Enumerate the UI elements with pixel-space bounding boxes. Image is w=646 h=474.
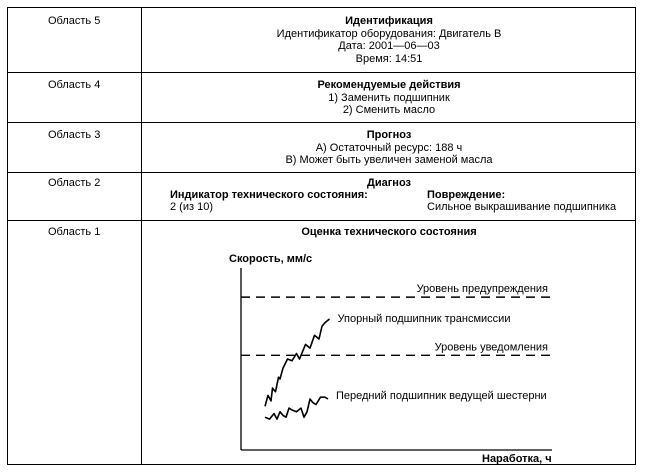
condition-indicator-label: Индикатор технического состояния: (170, 189, 368, 201)
series-label: Упорный подшипник трансмиссии (337, 312, 511, 325)
threshold-label: Уровень предупреждения (416, 283, 548, 296)
x-axis-label: Наработка, ч (482, 453, 552, 465)
y-axis-label: Скорость, мм/с (229, 253, 313, 265)
damage-value: Сильное выкрашивание подшипника (427, 201, 617, 213)
equipment-id: Идентификатор оборудования: Двигатель В (276, 27, 502, 40)
area-4-label: Область 4 (48, 79, 101, 91)
series-label: Передний подшипник ведущей шестерни (336, 390, 547, 403)
recommended-actions-title: Рекомендуемые действия (317, 79, 461, 91)
area-1-label: Область 1 (48, 226, 101, 238)
series-line (265, 319, 330, 406)
condition-indicator-value: 2 (из 10) (170, 201, 213, 213)
date-line: Дата: 2001—06—03 (338, 40, 440, 52)
area-5-label: Область 5 (48, 15, 101, 27)
time-line: Время: 14:51 (355, 52, 423, 65)
damage-label: Повреждение: (427, 189, 506, 201)
diagnosis-title: Диагноз (367, 177, 411, 189)
action-item: 2) Сменить масло (342, 104, 436, 116)
prognosis-item: А) Остаточный ресурс: 188 ч (315, 141, 463, 154)
area-2-label: Область 2 (48, 177, 101, 189)
condition-assessment-title: Оценка технического состояния (301, 226, 477, 238)
series-line (265, 397, 328, 419)
prognosis-title: Прогноз (366, 129, 412, 141)
identification-title: Идентификация (345, 15, 433, 27)
prognosis-item: В) Может быть увеличен заменой масла (285, 154, 493, 166)
area-3-label: Область 3 (48, 129, 101, 141)
threshold-label: Уровень уведомления (434, 341, 548, 354)
action-item: 1) Заменить подшипник (328, 91, 450, 104)
